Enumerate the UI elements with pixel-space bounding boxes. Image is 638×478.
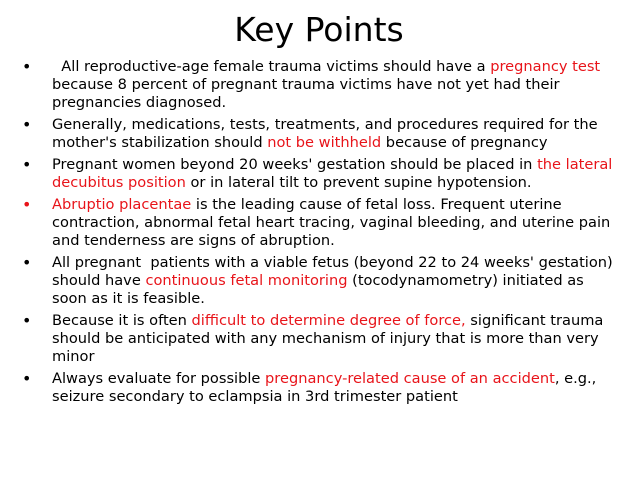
highlight-text: Abruptio placentae (52, 196, 192, 213)
bullet-text: is the leading cause of fetal loss. Frequent uterine contraction, abnormal fetal heart tracing, vaginal bleeding, and uterine pain and tenderness are signs of abruption. (52, 196, 611, 249)
bullet-text: (tocodynamometry) initiated as soon as it is feasible. (52, 272, 584, 307)
highlight-text: pregnancy test (490, 58, 601, 75)
bullet-item (22, 58, 622, 112)
bullet-text: Because it is often (52, 312, 192, 329)
bullet-text: because 8 percent of pregnant trauma victims have not yet had their pregnancies diagnosed. (52, 76, 560, 111)
bullet-text: significant trauma should be anticipated with any mechanism of injury that is more than very minor (52, 312, 604, 365)
bullet-text: , e.g., seizure secondary to eclampsia in 3rd trimester patient (52, 370, 597, 405)
bullet-item (22, 156, 622, 192)
bullet-marker: • (22, 369, 32, 388)
bullet-item (22, 312, 622, 366)
slide-title: Key Points (234, 10, 404, 49)
bullet-text: All reproductive-age female trauma victims should have a (52, 58, 491, 75)
bullet-marker: • (22, 195, 32, 214)
bullet-text: Always evaluate for possible (52, 370, 266, 387)
bullet-marker: • (22, 115, 32, 134)
bullet-text: or in lateral tilt to prevent supine hypotension. (185, 174, 532, 191)
bullet-list (22, 58, 622, 410)
highlight-text: continuous fetal monitoring (145, 272, 348, 289)
bullet-item (22, 254, 622, 308)
highlight-text: the lateral decubitus position (52, 156, 613, 191)
bullet-item (22, 370, 622, 406)
bullet-item (22, 196, 622, 250)
bullet-marker: • (22, 155, 32, 174)
bullet-marker: • (22, 311, 32, 330)
highlight-text: not be withheld (267, 134, 382, 151)
bullet-text: All pregnant patients with a viable fetus (beyond 22 to 24 weeks' gestation) should have (52, 254, 618, 289)
bullet-text: because of pregnancy (381, 134, 548, 151)
bullet-marker: • (22, 57, 32, 76)
bullet-marker: • (22, 253, 32, 272)
bullet-item (22, 116, 622, 152)
bullet-text: Pregnant women beyond 20 weeks' gestation should be placed in (52, 156, 538, 173)
bullet-text: Generally, medications, tests, treatments, and procedures required for the mother's stabilization should (52, 116, 598, 151)
highlight-text: difficult to determine degree of force, (191, 312, 466, 329)
highlight-text: pregnancy-related cause of an accident (265, 370, 555, 387)
